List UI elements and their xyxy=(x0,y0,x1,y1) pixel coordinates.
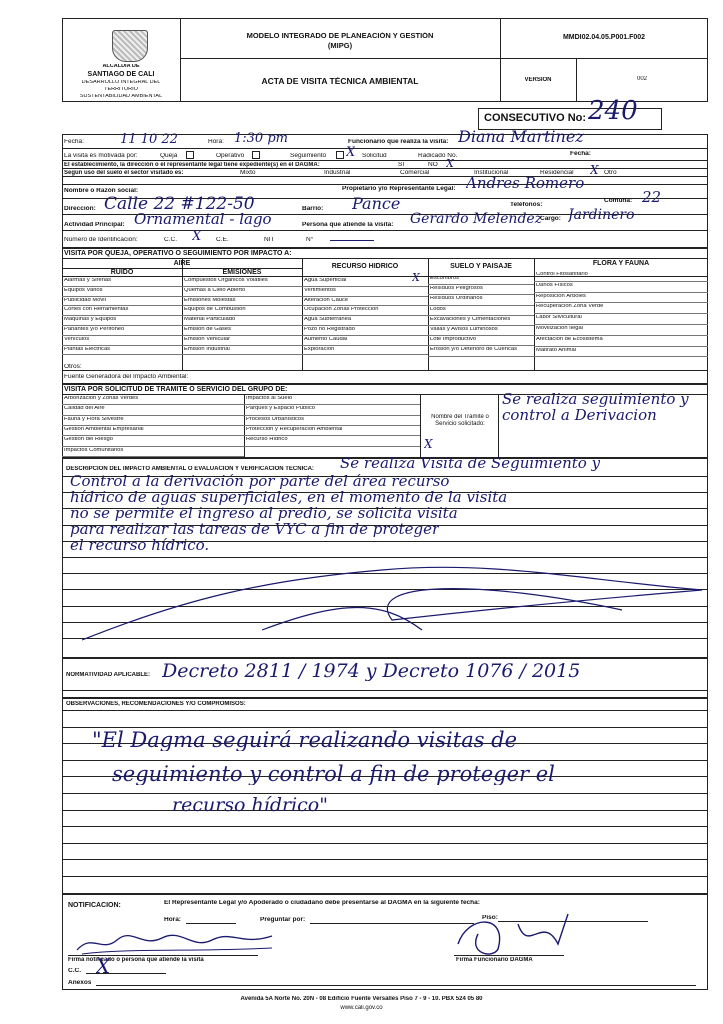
org-line-1: ALCALDÍA DE xyxy=(102,64,140,69)
recurso-item[interactable]: Agua Superficial xyxy=(304,278,347,283)
cc-label: C.C. xyxy=(68,968,81,974)
emisiones-row-rule xyxy=(182,354,302,355)
suelo-item[interactable]: Residuos Ordinarios xyxy=(430,296,483,302)
seguimiento-option[interactable]: Seguimiento xyxy=(290,153,327,159)
telefonos-label: Teléfonos: xyxy=(510,202,543,208)
observaciones-line-2: seguimiento y control a fin de proteger el xyxy=(112,764,555,785)
normatividad-label: NORMATIVIDAD APLICABLE: xyxy=(66,672,150,678)
emisiones-item[interactable]: Material Particulado xyxy=(184,317,236,323)
tramite-title: VISITA POR SOLICITUD DE TRÁMITE O SERVICIO DEL GRUPO DE: xyxy=(64,386,288,393)
flora-item[interactable]: Maltrato Animal xyxy=(536,347,576,353)
seguimiento-mark: X xyxy=(346,146,356,159)
tramite-nombre-label: Nombre del Trámite o Servicio solicitado: xyxy=(431,414,489,428)
flora-row-rule xyxy=(534,281,708,282)
flora-row-rule xyxy=(534,346,708,347)
cargo-label: Cargo: xyxy=(540,216,561,222)
recurso-item[interactable]: Pozo no Registrado xyxy=(304,327,355,332)
consecutivo-value: 240 xyxy=(588,98,638,124)
residencial-mark: X xyxy=(590,164,599,176)
suelo-item[interactable]: Erosión y/o Deterioro de Cuencas xyxy=(430,347,517,353)
observaciones-rule xyxy=(62,826,708,827)
org-line-3: DESARROLLO INTEGRAL DEL xyxy=(81,80,161,85)
piso-label: Piso: xyxy=(482,915,498,921)
direccion-value: Calle 22 #122-50 xyxy=(104,196,255,213)
tramite-grupo-row-rule xyxy=(244,404,420,405)
flora-item[interactable]: Control Fitosanitario xyxy=(536,272,588,277)
observaciones-rule xyxy=(62,710,708,711)
model-title: MODELO INTEGRADO DE PLANEACIÓN Y GESTIÓN xyxy=(246,32,434,40)
emisiones-row-rule xyxy=(182,325,302,326)
ruido-row-rule xyxy=(62,286,182,287)
recurso-heading: RECURSO HÍDRICO xyxy=(331,263,399,270)
suelo-item[interactable]: Lote Improductivo xyxy=(430,337,477,343)
emisiones-row-rule xyxy=(182,286,302,287)
tramite-grupo-item[interactable]: Arborización y Zonas Verdes xyxy=(64,396,139,401)
emisiones-item[interactable]: Emisiones Molestas xyxy=(184,297,236,303)
flora-row-rule xyxy=(534,335,708,336)
recurso-row-rule xyxy=(302,315,428,316)
fuente-label: Fuente Generadora del Impacto Ambiental: xyxy=(64,374,189,380)
descripcion-line-3: hídrico de aguas superficiales, en el momento de la visita xyxy=(70,490,508,505)
radicado-label: Radicado No. xyxy=(418,153,458,159)
observaciones-rule xyxy=(62,793,708,794)
barrio-label: Barrio: xyxy=(302,206,324,212)
descripcion-line-1: Se realiza Visita de Seguimiento y xyxy=(340,456,601,471)
ruido-item[interactable]: Vehículos xyxy=(64,336,90,342)
sector-residencial[interactable]: Residencial xyxy=(540,170,574,176)
emisiones-item[interactable]: Emisión Vehicular xyxy=(184,336,231,342)
sector-otro[interactable]: Otro xyxy=(604,170,617,176)
emisiones-row-rule xyxy=(182,345,302,346)
tramite-grupo-row-rule xyxy=(62,456,244,457)
recurso-row-rule xyxy=(302,305,428,306)
footer-web: www.cali.gov.co xyxy=(340,1005,383,1011)
tramite-grupo-item[interactable]: Gestión del Riesgo xyxy=(64,437,113,443)
suelo-row-rule xyxy=(428,315,534,316)
comuna-label: Comuna: xyxy=(604,198,633,204)
actividad-value: Ornamental - lago xyxy=(134,212,272,227)
recurso-row-rule xyxy=(302,296,428,297)
emisiones-row-rule xyxy=(182,315,302,316)
ruido-item[interactable]: Alarmas y Sirenas xyxy=(64,278,112,283)
cc-option[interactable]: C.C. xyxy=(164,237,177,243)
suelo-row-rule xyxy=(428,356,534,357)
recurso-row-rule xyxy=(302,354,428,355)
sector-institucional[interactable]: Institucional xyxy=(474,170,509,176)
sector-comercial[interactable]: Comercial xyxy=(400,170,430,176)
suelo-heading: SUELO Y PAISAJE xyxy=(450,263,512,270)
tramite-grupo-item[interactable]: Fauna y Flora Silvestre xyxy=(64,416,124,422)
tramite-grupo-item[interactable]: Protección y Recuperación Ambiental xyxy=(246,426,343,432)
recurso-row-rule xyxy=(302,335,428,336)
fecha-value: 11 10 22 xyxy=(120,133,178,146)
cargo-value: Jardinero xyxy=(568,208,635,222)
descripcion-line-5: para realizar las tareas de VYC a fin de proteger xyxy=(70,522,440,537)
descripcion-line-2: Control a la derivación por parte del área recurso xyxy=(70,474,450,489)
agua-superficial-mark: X xyxy=(412,272,420,283)
tramite-nombre-value: Se realiza seguimiento y control a Derivacion xyxy=(502,392,689,424)
org-line-2: SANTIAGO DE CALI xyxy=(87,71,155,78)
recurso-hidrico-mark: X xyxy=(424,438,433,450)
ruido-item[interactable]: Equipos Varios xyxy=(64,287,103,293)
flora-row-rule xyxy=(534,302,708,303)
suelo-row-rule xyxy=(428,335,534,336)
tramite-grupo-row-rule xyxy=(62,415,244,416)
document-code: MMDI02.04.05.P001.F002 xyxy=(562,34,646,41)
suelo-row-rule xyxy=(428,284,534,285)
emisiones-row-rule xyxy=(182,335,302,336)
expediente-no-mark: X xyxy=(446,158,454,169)
recurso-item[interactable]: Alteración Cauce xyxy=(304,297,349,303)
atiende-label: Persona que atiende la visita: xyxy=(302,222,394,228)
nit-option[interactable]: NIT xyxy=(264,237,275,243)
hora-label: Hora: xyxy=(208,139,224,145)
firma-funcionario-label: Firma Funcionario DAGMA xyxy=(456,957,533,963)
consecutivo-label: CONSECUTIVO No: xyxy=(484,113,587,124)
flora-item[interactable]: Recuperación Zona Verde xyxy=(536,304,604,310)
tramite-grupo-row-rule xyxy=(244,425,420,426)
tramite-grupo-item[interactable]: Recurso Hídrico xyxy=(246,437,288,443)
observaciones-rule xyxy=(62,727,708,728)
emisiones-heading: EMISIONES xyxy=(222,269,262,276)
sector-label: Según uso del suelo el sector visitado es: xyxy=(64,170,184,176)
tramite-grupo-row-rule xyxy=(62,404,244,405)
hora-value: 1:30 pm xyxy=(234,132,288,145)
propietario-value: Andres Romero xyxy=(466,176,585,191)
version-label: VERSIÓN xyxy=(524,77,552,83)
queja-option[interactable]: Queja xyxy=(160,153,178,159)
ruido-row-rule xyxy=(62,345,182,346)
ruido-item[interactable]: Parlantes y/o Perifoneo xyxy=(64,327,125,332)
aire-heading: AIRE xyxy=(173,260,191,267)
tramite-grupo-row-rule xyxy=(62,435,244,436)
ruido-row-rule xyxy=(62,296,182,297)
emisiones-item[interactable]: Equipos de Combustión xyxy=(184,307,246,313)
suelo-row-rule xyxy=(428,325,534,326)
tramite-grupo-item[interactable]: Calidad del Aire xyxy=(64,406,105,412)
solicitud-option[interactable]: Solicitud xyxy=(362,153,387,159)
ruido-item[interactable]: Máquinas y Equipos xyxy=(64,317,117,323)
suelo-item[interactable]: Excavaciones y Cimentaciones xyxy=(430,316,511,322)
ruido-heading: RUIDO xyxy=(110,269,134,276)
footer-address: Avenida 5A Norte No. 20N - 08 Edificio Fuente Versalles Piso 7 - 9 - 10. PBX 524 05 80 xyxy=(240,996,483,1002)
cali-coat-of-arms-logo xyxy=(112,30,148,62)
ruido-row-rule xyxy=(62,305,182,306)
suelo-item[interactable]: Escombros xyxy=(430,276,459,281)
observaciones-rule xyxy=(62,859,708,860)
recurso-item[interactable]: Aumento Caudal xyxy=(304,336,348,342)
observaciones-rule xyxy=(62,843,708,844)
notificado-signature xyxy=(72,928,282,958)
actividad-label: Actividad Principal: xyxy=(64,222,125,228)
suelo-item[interactable]: Residuos Peligrosos xyxy=(430,286,483,292)
recurso-item[interactable]: Exploración xyxy=(304,346,335,352)
motivo-label: La visita es motivada por: xyxy=(64,153,138,159)
flora-row-rule xyxy=(534,292,708,293)
firma-notificado-label: Firma notificado o persona que atiende la visita xyxy=(68,957,204,963)
atiende-value: Gerardo Melendez xyxy=(410,212,543,226)
barrio-value: Pance xyxy=(352,196,401,212)
ruido-row-rule xyxy=(62,335,182,336)
ruido-item[interactable]: Publicidad Móvil xyxy=(64,297,106,303)
ruido-row-rule xyxy=(62,354,182,355)
observaciones-label: OBSERVACIONES, RECOMENDACIONES Y/O COMPROMISOS: xyxy=(66,701,246,707)
tramite-grupo-item[interactable]: Gestión Ambiental Empresarial xyxy=(64,426,144,432)
expediente-label: El establecimiento, la dirección o el representante legal tiene expediente(s) en el DAGMA: xyxy=(64,162,320,168)
recurso-row-rule xyxy=(302,325,428,326)
emisiones-item[interactable]: Emisión Industrial xyxy=(184,346,230,352)
otros-label: Otros: xyxy=(64,364,82,370)
queja-checkbox[interactable] xyxy=(186,151,194,159)
preguntar-label: Preguntar por: xyxy=(260,917,306,923)
numero-label: N° xyxy=(306,237,314,243)
model-abbr: (MIPG) xyxy=(327,42,353,50)
emisiones-item[interactable]: Quemas a Cielo Abierto xyxy=(184,287,246,293)
flora-item[interactable]: Reposición Árboles xyxy=(536,293,586,299)
notificacion-label: NOTIFICACIÓN: xyxy=(68,902,121,909)
anexos-label: Anexos xyxy=(68,980,92,986)
seguimiento-checkbox[interactable] xyxy=(336,151,344,159)
notificacion-text: El Representante Legal y/o Apoderado o ciudadano debe presentarse al DAGMA en la siguiente fecha: xyxy=(164,900,480,906)
tramite-grupo-item[interactable]: Impactos al Suelo xyxy=(246,396,293,401)
nombre-label: Nombre o Razón social: xyxy=(64,188,139,194)
tramite-grupo-item[interactable]: Parques y Espacio Público xyxy=(246,406,315,412)
numero-dash xyxy=(330,240,374,241)
sector-mixto[interactable]: Mixto xyxy=(240,170,256,176)
tramite-grupo-row-rule xyxy=(62,425,244,426)
descripcion-line-4: no se permite el ingreso al predio, se solicita visita xyxy=(70,506,458,521)
flora-item[interactable]: Labor Silvicultural xyxy=(536,315,582,321)
propietario-label: Propietario y/o Representante Legal: xyxy=(342,186,456,192)
recurso-item[interactable]: Ocupación Zonas Protección xyxy=(304,307,379,313)
tramite-grupo-item[interactable]: Procesos Urbanísticos xyxy=(246,416,304,422)
fecha2-label: Fecha: xyxy=(570,151,591,157)
flora-item[interactable]: Movilización Ilegal xyxy=(536,326,584,331)
recurso-item[interactable]: Agua Subterránea xyxy=(304,317,352,323)
observaciones-rule xyxy=(62,876,708,877)
cancellation-scribble xyxy=(62,540,708,650)
ruido-row-rule xyxy=(62,325,182,326)
recurso-row-rule xyxy=(302,286,428,287)
descripcion-label: DESCRIPCIÓN DEL IMPACTO AMBIENTAL O EVALUACIÓN Y VERIFICACIÓN TÉCNICA: xyxy=(66,466,314,472)
org-line-5: SUSTENTABILIDAD AMBIENTAL xyxy=(79,94,163,99)
operativo-checkbox[interactable] xyxy=(252,151,260,159)
suelo-item[interactable]: Lodos xyxy=(430,306,446,312)
org-line-4: TERRITORIO xyxy=(104,87,138,92)
recurso-item[interactable]: Vertimientos xyxy=(304,287,336,293)
cc-cross-mark: X xyxy=(96,956,111,976)
ce-option[interactable]: C.E. xyxy=(216,237,229,243)
ruido-row-rule xyxy=(62,315,182,316)
suelo-item[interactable]: Vallas y Avisos Luminosos xyxy=(430,327,498,332)
expediente-no[interactable]: NO xyxy=(428,162,438,168)
suelo-row-rule xyxy=(428,305,534,306)
funcionario-value: Diana Martinez xyxy=(458,129,584,145)
expediente-si[interactable]: SI xyxy=(398,162,405,168)
flora-row-rule xyxy=(534,324,708,325)
observaciones-line-3: recurso hídrico" xyxy=(172,796,328,815)
tramite-grupo-row-rule xyxy=(62,446,244,447)
observaciones-line-1: "El Dagma seguirá realizando visitas de xyxy=(92,730,518,751)
flora-item[interactable]: Afectación de Ecosistema xyxy=(536,336,603,342)
ruido-item[interactable]: Plantas Eléctricas xyxy=(64,346,111,352)
direccion-label: Dirección: xyxy=(64,206,96,212)
tramite-grupo-row-rule xyxy=(244,435,420,436)
flora-item[interactable]: Daños Físicos xyxy=(536,282,573,288)
funcionario-signature xyxy=(448,904,578,960)
funcionario-label: Funcionario que realiza la visita: xyxy=(348,139,449,145)
ruido-item[interactable]: Cortes con Herramientas xyxy=(64,307,129,313)
emisiones-row-rule xyxy=(182,296,302,297)
sector-industrial[interactable]: Industrial xyxy=(324,170,351,176)
emisiones-item[interactable]: Emisión de Gases xyxy=(184,327,232,332)
tramite-grupo-item[interactable]: Impactos Comunitarios xyxy=(64,447,124,453)
fecha-label: Fecha: xyxy=(64,139,84,145)
flora-row-rule xyxy=(534,313,708,314)
version-value: 002 xyxy=(636,76,647,82)
document-title: ACTA DE VISITA TÉCNICA AMBIENTAL xyxy=(261,77,419,86)
emisiones-row-rule xyxy=(182,305,302,306)
flora-row-rule xyxy=(534,356,708,357)
tramite-grupo-row-rule xyxy=(244,415,420,416)
descripcion-line-6: el recurso hídrico. xyxy=(70,538,210,553)
impacto-title: VISITA POR QUEJA, OPERATIVO O SEGUIMIENTO POR IMPACTO A: xyxy=(64,250,292,257)
id-label: Número de Identificación: xyxy=(64,237,138,243)
observaciones-rule xyxy=(62,760,708,761)
hora-field-label: Hora: xyxy=(164,917,181,923)
operativo-option[interactable]: Operativo xyxy=(216,153,245,159)
normatividad-value: Decreto 2811 / 1974 y Decreto 1076 / 2015 xyxy=(162,662,581,681)
comuna-value: 22 xyxy=(642,190,662,205)
suelo-row-rule xyxy=(428,345,534,346)
tramite-grupo-row-rule xyxy=(244,446,420,447)
suelo-row-rule xyxy=(428,294,534,295)
emisiones-item[interactable]: Compuestos Orgánicos Volátiles xyxy=(184,278,268,283)
flora-heading: FLORA Y FAUNA xyxy=(592,260,650,267)
recurso-row-rule xyxy=(302,345,428,346)
cc-mark: X xyxy=(192,230,202,243)
observaciones-rule xyxy=(62,810,708,811)
